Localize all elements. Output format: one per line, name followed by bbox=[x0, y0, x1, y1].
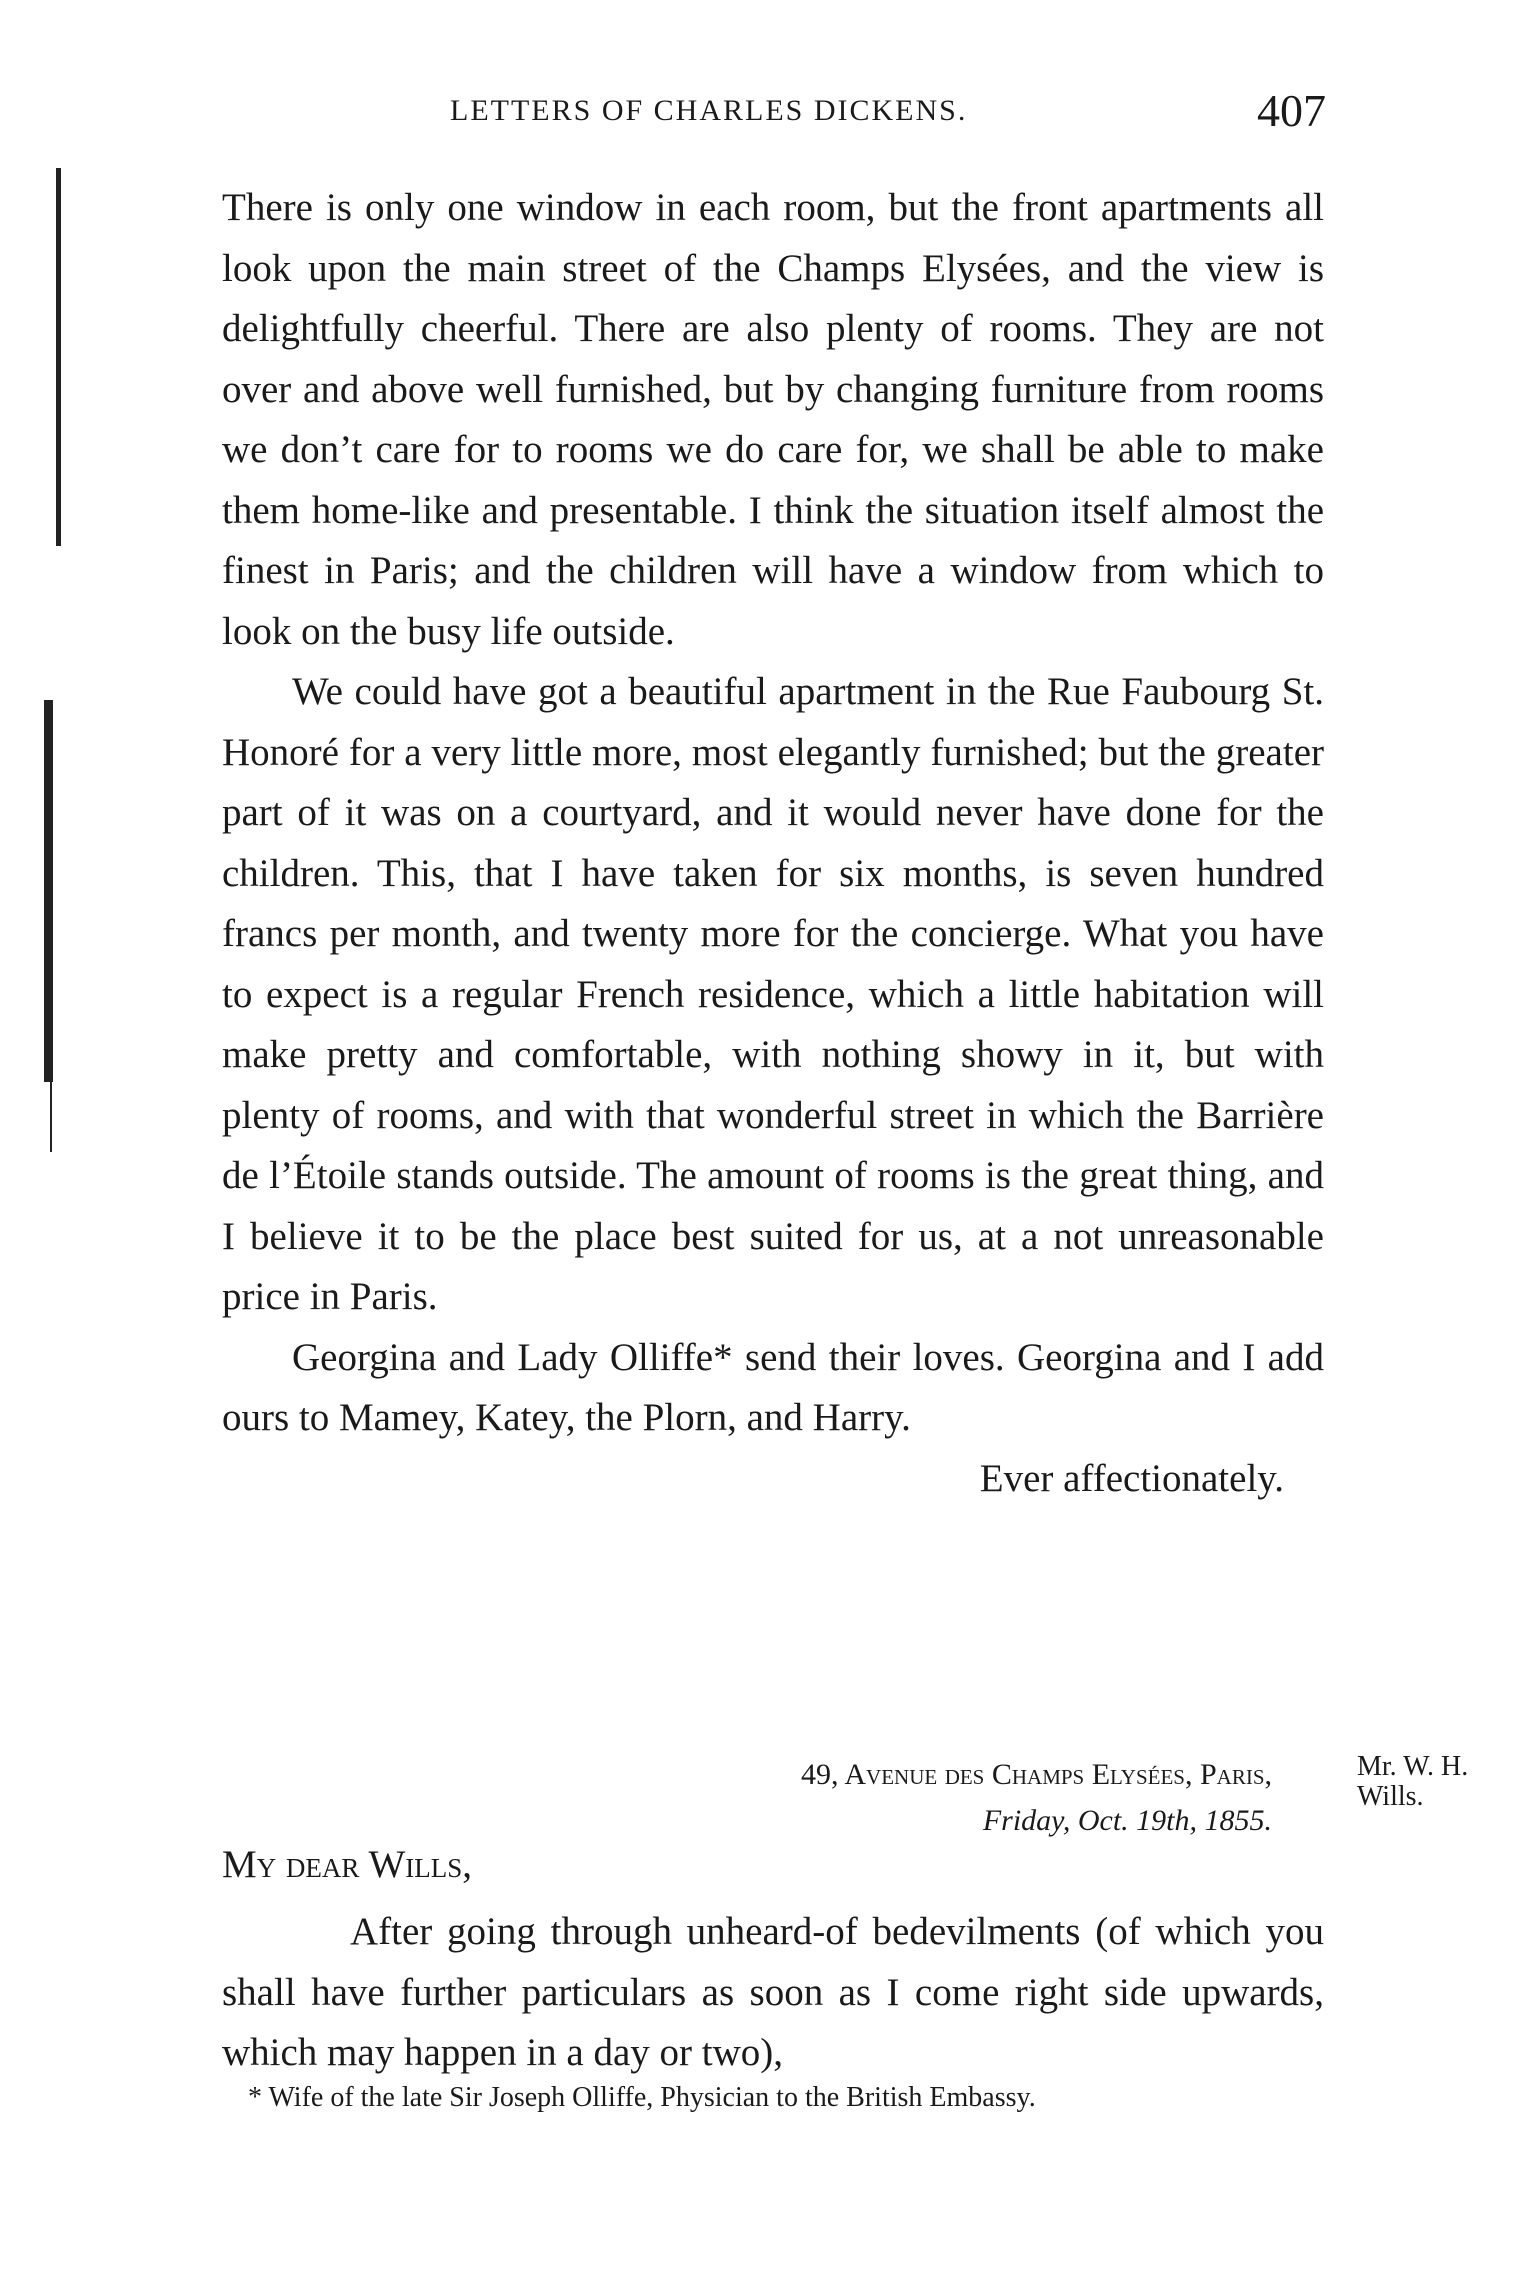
paragraph-loves: Georgina and Lady Olliffe* send their loves. Georgina and I add ours to Mamey, Katey, the Plorn, and Harry. bbox=[222, 1335, 1324, 1439]
running-head bbox=[222, 85, 1326, 146]
salutation: My dear Wills, bbox=[222, 1843, 473, 1886]
closing-line: Ever affectionately. bbox=[979, 1456, 1284, 1500]
letter-address: 49, Avenue des Champs Elysées, Paris, bbox=[801, 1758, 1272, 1791]
letter-body bbox=[222, 1902, 1324, 2084]
margin-rule-lower bbox=[44, 700, 53, 1082]
paragraph-window-view: There is only one window in each room, but the front apartments all look upon the main street of the Champs Elysées, and the view is delightfully cheerful. There are also plenty of rooms. They are not over and above well furnished, but by changing furniture from rooms we don’t care for to rooms we do care for, we shall be able to make them home-like and presentable. I think the situation itself almost the finest in Paris; and the children will have a window from which to look on the busy life outside. bbox=[222, 186, 1324, 653]
footnote: * Wife of the late Sir Joseph Olliffe, Physician to the British Embassy. bbox=[248, 2082, 1036, 2113]
running-head-title: LETTERS OF CHARLES DICKENS. bbox=[450, 94, 968, 127]
margin-rule-upper bbox=[56, 168, 61, 546]
letter-body-paragraph: After going through unheard-of bedevilments (of which you shall have further particulars as soon as I come right side upwards, which may happen in a day or two), bbox=[222, 1910, 1324, 2074]
paragraph-apartment-choice: We could have got a beautiful apartment in the Rue Faubourg St. Honoré for a very little more, most elegantly furnished; but the greater part of it was on a courtyard, and it would never have done for the children. This, that I have taken for six months, is seven hundred francs per month, and twenty more for the concierge. What you have to expect is a regular French residence, which a little habitation will make pretty and comfortable, with nothing showy in it, but with plenty of rooms, and with that wonderful street in which the Barrière de l’Étoile stands outside. The amount of rooms is the great thing, and I believe it to be the place best suited for us, at a not unreasonable price in Paris. bbox=[222, 670, 1324, 1318]
letter-date: Friday, Oct. 19th, 1855. bbox=[982, 1804, 1272, 1837]
margin-rule-lower-tail bbox=[50, 1082, 52, 1152]
letter-continuation bbox=[222, 178, 1324, 1509]
recipient-side-note: Mr. W. H. Wills. bbox=[1357, 1751, 1469, 1812]
letter-heading bbox=[532, 1752, 1272, 1844]
page-number: 407 bbox=[1257, 85, 1326, 136]
